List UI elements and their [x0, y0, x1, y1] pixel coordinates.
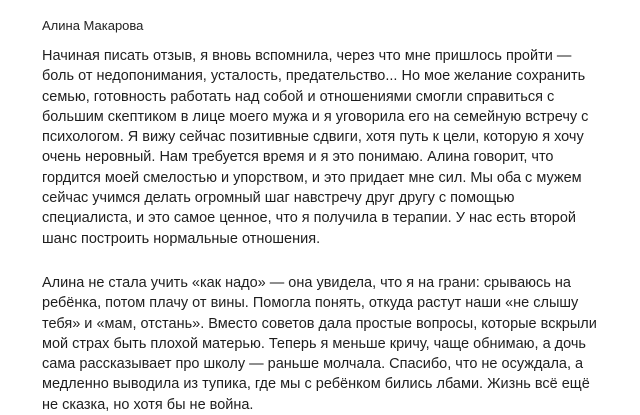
text-line: очень неровный. Нам требуется время и я это понимаю. Алина говорит, что: [42, 149, 554, 166]
text-line: боль от недопонимания, усталость, предательство... Но мое желание сохранить: [42, 68, 586, 85]
text-line: специалиста, и это самое ценное, что я получила в терапии. У нас есть второй: [42, 210, 576, 227]
text-line: Алина не стала учить «как надо» — она увидела, что я на грани: срываюсь на: [42, 275, 571, 291]
text-line: тебя» и «мам, отстань». Вместо советов дала простые вопросы, которые вскрыли: [42, 315, 597, 332]
text-line: семью, готовность работать над собой и отношениями смогли справиться с: [42, 88, 555, 105]
review-text: [42, 273, 612, 415]
text-line: шанс построить нормальные отношения.: [42, 230, 321, 247]
text-line: мой страх быть плохой матерью. Теперь я меньше кричу, чаще обнимаю, а дочь: [42, 335, 586, 352]
text-line: Начиная писать отзыв, я вновь вспомнила, через что мне пришлось пройти —: [42, 48, 572, 64]
text-line: медленно выводила из тупика, где мы с ребёнком бились лбами. Жизнь всё ещё: [42, 376, 590, 393]
text-line: сейчас учимся делать огромный шаг навстречу друг другу с помощью: [42, 190, 515, 207]
text-line: психологом. Я вижу сейчас позитивные сдвиги, хотя путь к цели, которую я хочу: [42, 129, 584, 146]
text-line: большим скептиком в лице моего мужа и я уговорила его на семейную встречу с: [42, 108, 589, 125]
text-line: сама рассказывает про школу — раньше молчала. Спасибо, что не осуждала, а: [42, 356, 584, 373]
review-text: [42, 46, 612, 249]
text-line: не сказка, но хотя бы не война.: [42, 396, 254, 413]
text-line: ребёнка, потом плачу от вины. Помогла понять, откуда растут наши «не слышу: [42, 295, 579, 312]
author-name: Алина Макарова: [42, 18, 144, 33]
text-line: гордится моей смелостью и упорством, и это придает мне сил. Мы оба с мужем: [42, 169, 582, 186]
